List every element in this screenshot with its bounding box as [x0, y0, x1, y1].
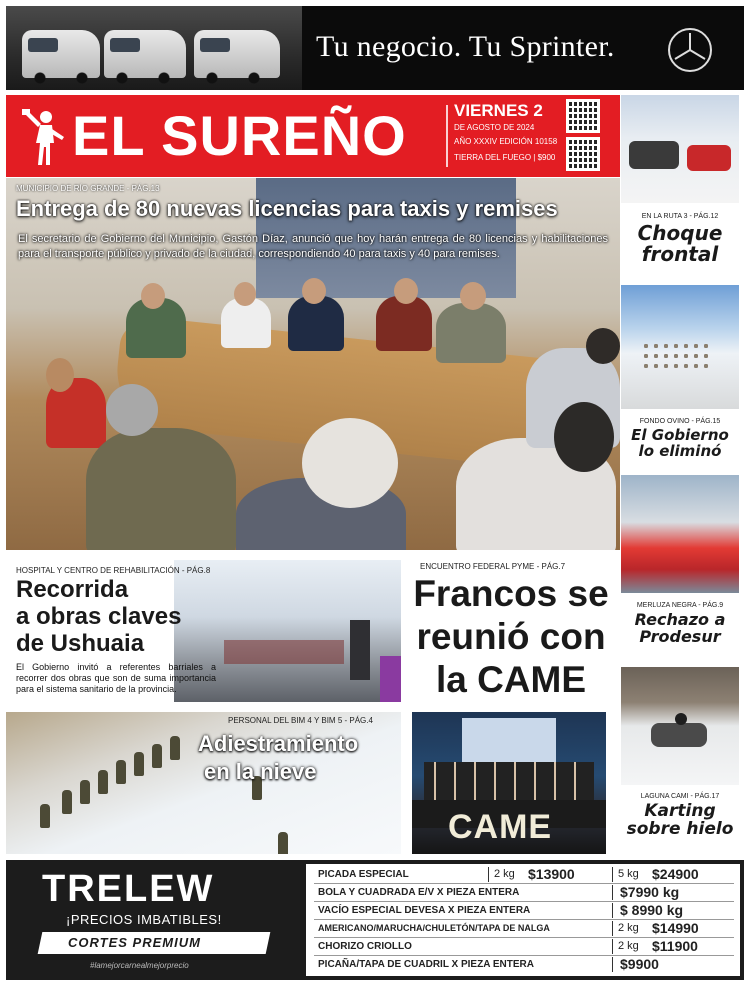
person-head — [106, 384, 158, 436]
mascot-logo-icon — [20, 107, 68, 167]
hospital-story[interactable] — [6, 560, 401, 702]
person-head — [460, 282, 486, 310]
person-head — [141, 283, 165, 309]
price-row — [314, 902, 734, 920]
price-qty: 5 kg — [618, 868, 639, 880]
headline-line: Rechazo a — [634, 610, 726, 629]
person-head — [302, 418, 398, 508]
headline-line: lo eliminó — [638, 441, 722, 460]
price-item: PICAÑA/TAPA DE CUADRIL X PIEZA ENTERA — [318, 959, 534, 970]
soldier — [40, 804, 50, 828]
soldier — [116, 760, 126, 784]
headline-line: reunió con — [416, 616, 606, 657]
soldier — [152, 744, 162, 768]
sidebar-kicker: FONDO OVINO - PÁG.15 — [639, 418, 721, 425]
pyme-headline[interactable] — [404, 572, 618, 701]
snow-kicker: PERSONAL DEL BIM 4 Y BIM 5 - PÁG.4 — [228, 716, 373, 725]
came-logo: CAME — [448, 808, 553, 846]
headline-line: El Gobierno — [631, 426, 729, 444]
price-row — [314, 956, 734, 974]
person — [288, 296, 344, 351]
snow-training-story[interactable] — [6, 712, 401, 854]
ad-slogan: Tu negocio. Tu Sprinter. — [316, 30, 615, 63]
issue-day: VIERNES 2 — [454, 101, 543, 120]
masthead — [6, 95, 620, 177]
headline-line: Prodesur — [639, 626, 721, 646]
person-head — [302, 278, 326, 304]
soldier — [134, 752, 144, 776]
headline-line: Adiestramiento — [198, 731, 359, 756]
issue-date: DE AGOSTO DE 2024 — [454, 123, 535, 132]
headline-line: Karting — [644, 801, 716, 821]
price-qty: 2 kg — [618, 940, 639, 952]
price-value: $7990 kg — [620, 884, 680, 900]
qr-code-icon[interactable] — [566, 99, 600, 133]
sidebar-headline[interactable] — [621, 223, 739, 265]
divider — [446, 105, 448, 167]
issue-edition: AÑO XXXIV EDICIÓN 10158 — [454, 137, 558, 146]
price-value: $14990 — [652, 920, 699, 936]
sidebar-kicker: MERLUZA NEGRA - PÁG.9 — [636, 602, 724, 609]
headline-line: en la nieve — [204, 759, 317, 784]
sidebar-kicker: EN LA RUTA 3 - PÁG.12 — [641, 213, 719, 220]
soldier — [62, 790, 72, 814]
ad-hashtag: #lamejorcarnealmejorprecio — [90, 961, 189, 970]
price-item: CHORIZO CRIOLLO — [318, 941, 412, 952]
price-item: VACÍO ESPECIAL DEVESA X PIEZA ENTERA — [318, 905, 531, 916]
headline-line: la CAME — [435, 659, 587, 700]
sheep-photo[interactable] — [621, 285, 739, 409]
came-photo[interactable] — [412, 712, 606, 854]
person — [86, 428, 236, 550]
price-row — [314, 866, 734, 884]
headline-line: Choque — [637, 221, 723, 245]
issue-place-price: TIERRA DEL FUEGO | $900 — [454, 153, 556, 162]
price-row — [314, 884, 734, 902]
main-story-body: El secretario de Gobierno del Municipio, Gastón Díaz, anunció que hoy harán entrega de 80 licencias y habilitaciones para el transporte público y privado de la ciudad, correspondiendo 40 para taxis y 40 para remises. — [18, 233, 608, 260]
ad-tagline: ¡PRECIOS IMBATIBLES! — [66, 912, 222, 927]
sidebar-headline[interactable] — [621, 612, 739, 646]
soldier — [98, 770, 108, 794]
headline-line: Francos se — [413, 573, 609, 614]
person — [376, 296, 432, 351]
sidebar — [621, 95, 739, 855]
price-qty: 2 kg — [494, 868, 515, 880]
price-item: AMERICANO/MARUCHA/CHULETÓN/TAPA DE NALGA — [318, 923, 550, 933]
pyme-kicker: ENCUENTRO FEDERAL PYME - PÁG.7 — [420, 562, 566, 571]
sidebar-headline[interactable] — [621, 428, 739, 460]
soldier — [278, 832, 288, 854]
headline-line: de Ushuaia — [16, 630, 145, 657]
price-value: $ 8990 kg — [620, 902, 684, 918]
crash-photo[interactable] — [621, 95, 739, 203]
vans-photo — [6, 6, 302, 90]
price-value: $11900 — [652, 938, 698, 954]
price-item: BOLA Y CUADRADA E/V X PIEZA ENTERA — [318, 887, 520, 898]
price-value: $13900 — [528, 866, 575, 882]
mercedes-star-icon — [668, 28, 712, 72]
karting-photo[interactable] — [621, 667, 739, 785]
soldier — [80, 780, 90, 804]
panel-people — [424, 762, 594, 802]
hospital-kicker: HOSPITAL Y CENTRO DE REHABILITACIÓN - PÁG.8 — [16, 566, 211, 575]
van-image — [22, 30, 100, 78]
main-story-kicker: MUNICIPIO DE RÍO GRANDE - PÁG.13 — [16, 184, 160, 193]
sidebar-kicker: LAGUNA CAMI - PÁG.17 — [640, 793, 720, 800]
main-story-headline[interactable]: Entrega de 80 nuevas licencias para taxis y remises — [16, 196, 558, 221]
price-value: $24900 — [652, 866, 699, 882]
sidebar-headline[interactable] — [621, 803, 739, 839]
ad-brand: TRELEW — [42, 868, 215, 910]
snow-headline — [198, 730, 358, 786]
hospital-body: El Gobierno invitó a referentes barriales a recorrer dos obras que son de suma importancia para el sistema sanitario de la provincia. — [16, 662, 216, 694]
ship-photo[interactable] — [621, 475, 739, 593]
cortes-label: CORTES PREMIUM — [68, 935, 201, 950]
price-item: PICADA ESPECIAL — [318, 869, 409, 880]
person — [436, 303, 506, 363]
person-head — [234, 282, 256, 306]
price-row — [314, 938, 734, 956]
headline-line: a obras claves — [16, 603, 182, 630]
person-head — [394, 278, 418, 304]
trelew-ad[interactable] — [6, 860, 744, 980]
headline-line: sobre hielo — [626, 818, 734, 839]
van-image — [104, 30, 186, 78]
price-row — [314, 920, 734, 938]
sprinter-ad[interactable] — [6, 6, 744, 90]
newspaper-name: EL SUREÑO — [72, 104, 407, 167]
price-qty: 2 kg — [618, 922, 639, 934]
person-head — [586, 328, 620, 364]
price-value: $9900 — [620, 956, 659, 972]
van-image — [194, 30, 280, 78]
headline-line: Recorrida — [16, 576, 129, 603]
price-table — [306, 864, 740, 976]
hospital-headline — [16, 576, 181, 657]
headline-line: frontal — [641, 242, 719, 266]
person-head — [554, 402, 614, 472]
person-head — [46, 358, 74, 392]
qr-code-icon[interactable] — [566, 137, 600, 171]
soldier — [170, 736, 180, 760]
